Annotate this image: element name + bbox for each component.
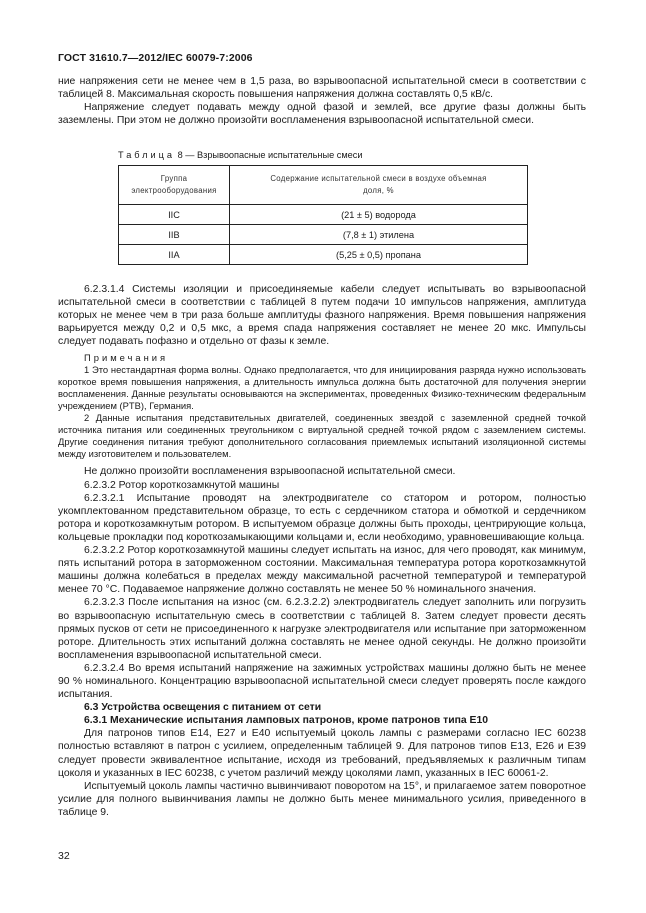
test-mixtures-table xyxy=(118,165,528,265)
table-row xyxy=(119,245,528,265)
header-content: Содержание испытательной смеси в воздухе объемная доля, % xyxy=(230,166,528,205)
paragraph-6-2-3-2-2: 6.2.3.2.2 Ротор короткозамкнутой машины следует испытать на износ, для чего проводят, как минимум, пять испытаний ротора в заторможенном состоянии. Максимальная температура ротора короткозамкнутой машины должна колебаться в пределах между максимальной расчетной температурой и температурой менее 70 °C. Подаваемое напряжение должно составлять не менее 50 % номинального значения. xyxy=(58,545,586,596)
cell-content: (21 ± 5) водорода xyxy=(230,205,528,225)
note-1: 1 Это нестандартная форма волны. Однако предполагается, что для инициирования разряда нужно использовать короткое время повышения напряжения, а длительность импульса должна быть достаточной для получения энергии воспламенения. Данные результаты основываются на экспериментах, проведенных Физико-техническим федеральным учреждением (PTB), Германия. xyxy=(58,364,586,412)
document-header: ГОСТ 31610.7—2012/IEC 60079-7:2006 xyxy=(58,52,253,64)
heading-6-3-1: 6.3.1 Механические испытания ламповых патронов, кроме патронов типа E10 xyxy=(84,715,489,727)
cell-group: IIB xyxy=(119,225,230,245)
cell-content: (7,8 ± 1) этилена xyxy=(230,225,528,245)
notes-heading: Примечания xyxy=(84,352,169,364)
cell-group: IIA xyxy=(119,245,230,265)
table-row xyxy=(119,205,528,225)
table-caption xyxy=(118,150,363,160)
heading-6-3: 6.3 Устройства освещения с питанием от сети xyxy=(84,702,322,714)
paragraph-6-2-3-2-3: 6.2.3.2.3 После испытания на износ (см. 6.2.3.2.2) электродвигатель следует заполнить или погрузить во взрывоопасную испытательную смесь в соответствии с таблицей 8. Затем следует провести десять прямых пусков от сети не присоединенного к нагрузке электродвигателя или испытание при заторможенном роторе. Длительность этих испытаний должна составлять не менее одной секунды. Не должно произойти воспламенения взрывоопасной испытательной смеси. xyxy=(58,597,586,661)
paragraph-6-2-3-2-4: 6.2.3.2.4 Во время испытаний напряжение на зажимных устройствах машины должно быть не менее 90 % номинального. Концентрацию взрывоопасной испытательной смеси следует проверять после каждого испытания. xyxy=(58,662,586,701)
table-caption-word: Таблица xyxy=(118,150,176,160)
table-header-row xyxy=(119,166,528,205)
intro-text xyxy=(58,75,586,127)
paragraph-phase-ground: Напряжение следует подавать между одной фазой и землей, все другие фазы должны быть заземлены. При этом не должно произойти воспламенения взрывоопасной испытательной смеси. xyxy=(58,102,586,127)
paragraph-lamp-caps: Для патронов типов E14, E27 и E40 испытуемый цоколь лампы с размерами согласно IEC 60238 полностью вставляют в патрон с усилием, определенным таблицей 9. Для патронов типов E13, E26 и E39 следует провести эквивалентное испытание, исходя из требований, предъявляемых к различным типам цоколя и указанных в IEC 60238, с учетом различий между цоколями ламп, указанных в IEC 60061-2. xyxy=(58,728,586,779)
table-caption-title: 8 — Взрывоопасные испытательные смеси xyxy=(175,150,363,160)
paragraph-6-2-3-2-1: 6.2.3.2.1 Испытание проводят на электродвигателе со статором и ротором, полностью укомплектованном представительном образце, то есть с сердечником статора и обмоткой и сердечником ротора и короткозамкнутым ротором. В испытуемом образце должны быть проходы, центрирующие кольца, кольцевые прокладки под короткозамыкающими кольцами и, если необходимо, уравновешивающие кольца. xyxy=(58,492,586,543)
paragraph-6-2-3-1-4: 6.2.3.1.4 Системы изоляции и присоединяемые кабели следует испытывать во взрывоопасной испытательной смеси в соответствии с таблицей 8 путем подачи 10 импульсов напряжения, амплитуда которых не менее чем в три раза больше амплитуды фазного напряжения. Время повышения напряжения варьируется между 0,2 и 0,5 мкс, а время спада напряжения составляет не менее 20 мкс. Импульсы следует подавать пофазно и отдельно от фазы к земле. xyxy=(58,284,586,348)
header-group: Группа электрооборудования xyxy=(119,166,230,205)
cell-group: IIC xyxy=(119,205,230,225)
page-number: 32 xyxy=(58,850,70,862)
cell-content: (5,25 ± 0,5) пропана xyxy=(230,245,528,265)
main-text xyxy=(58,283,586,819)
paragraph-no-ignition: Не должно произойти воспламенения взрывоопасной испытательной смеси. xyxy=(84,466,456,478)
paragraph-unscrewing: Испытуемый цоколь лампы частично вывинчивают поворотом на 15°, и прилагаемое затем поворотное усилие для полного вывинчивания лампы не должно быть менее минимального усилия, приведенного в таблице 9. xyxy=(58,780,586,818)
table-row xyxy=(119,225,528,245)
heading-6-2-3-2: 6.2.3.2 Ротор короткозамкнутой машины xyxy=(84,479,280,491)
note-2: 2 Данные испытания представительных двигателей, соединенных звездой с заземленной средней точкой источника питания или соединенных треугольником с виртуальной средней точкой рядом с заземлением системы. Другие соединения питания требуют дополнительного согласования приемлемых испытаний изоляционной системы между изготовителем и пользователем. xyxy=(58,412,586,460)
paragraph-voltage-rise: ние напряжения сети не менее чем в 1,5 раза, во взрывоопасной испытательной смеси в соответствии с таблицей 8. Максимальная скорость повышения напряжения должна составлять 0,5 кВ/с. xyxy=(58,76,586,101)
